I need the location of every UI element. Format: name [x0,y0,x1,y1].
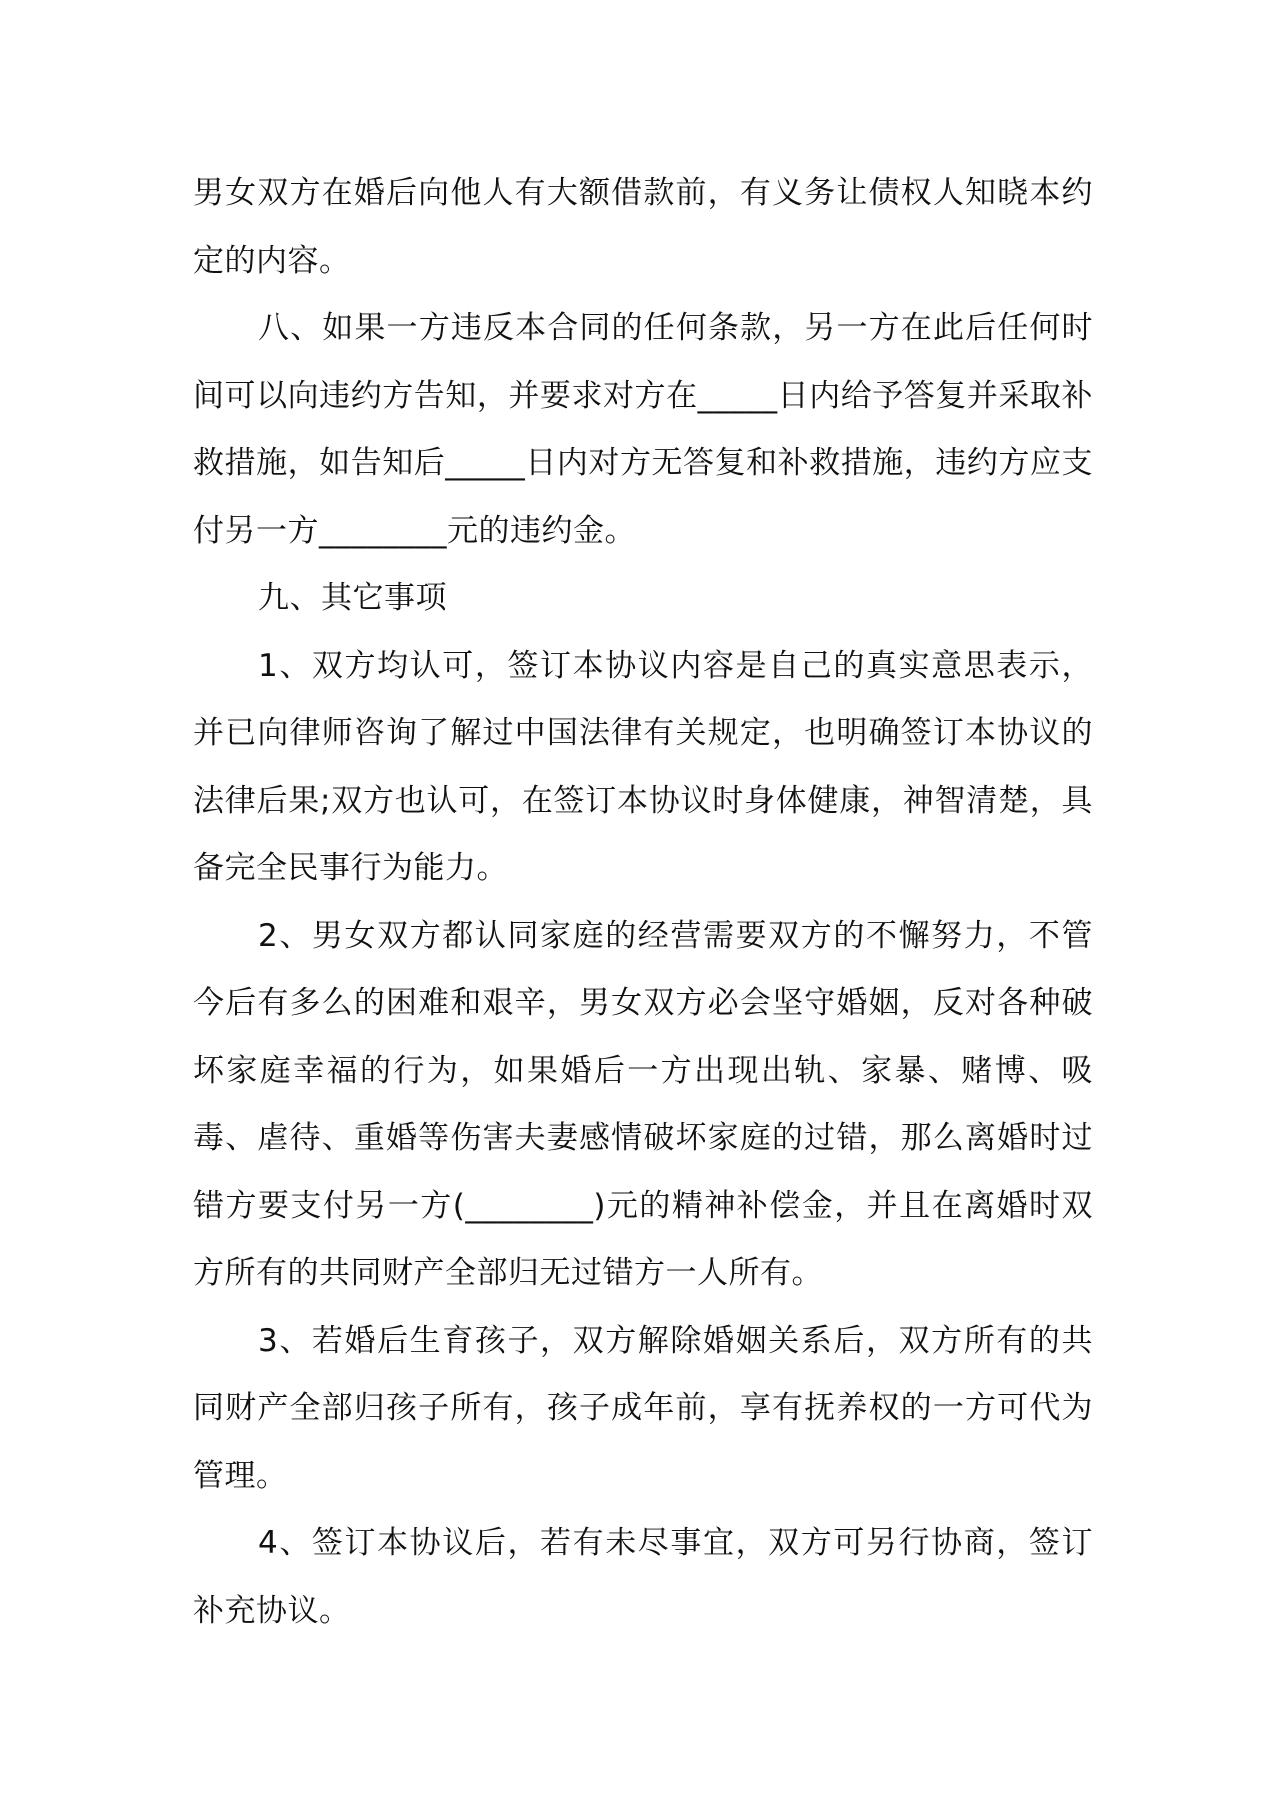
paragraph-item-1: 1、双方均认可，签订本协议内容是自己的真实意思表示，并已向律师咨询了解过中国法律有关规定，也明确签订本协议的法律后果;双方也认可，在签订本协议时身体健康，神智清楚，具备完全民事行为能力。 [193,647,1093,886]
paragraph-continuation: 男女双方在婚后向他人有大额借款前，有义务让债权人知晓本约定的内容。 [193,175,1093,279]
paragraph-item-3: 3、若婚后生育孩子，双方解除婚姻关系后，双方所有的共同财产全部归孩子所有，孩子成年前，享有抚养权的一方可代为管理。 [193,1322,1093,1494]
paragraph-clause-8: 八、如果一方违反本合同的任何条款，另一方在此后任何时间可以向违约方告知，并要求对方在_____日内给予答复并采取补救措施，如告知后_____日内对方无答复和补救措施，违约方应支付另一方________元的违约金。 [193,310,1093,549]
section-heading-other-matters: 九、其它事项 [258,580,447,616]
paragraph-item-2: 2、男女双方都认同家庭的经营需要双方的不懈努力，不管今后有多么的困难和艰辛，男女双方必会坚守婚姻，反对各种破坏家庭幸福的行为，如果婚后一方出现出轨、家暴、赌博、吸毒、虐待、重婚等伤害夫妻感情破坏家庭的过错，那么离婚时过错方要支付另一方(________)元的精神补偿金，并且在离婚时双方所有的共同财产全部归无过错方一人所有。 [193,917,1093,1291]
paragraph-item-4: 4、签订本协议后，若有未尽事宜，双方可另行协商，签订补充协议。 [193,1525,1093,1629]
document-body [193,160,1093,1645]
